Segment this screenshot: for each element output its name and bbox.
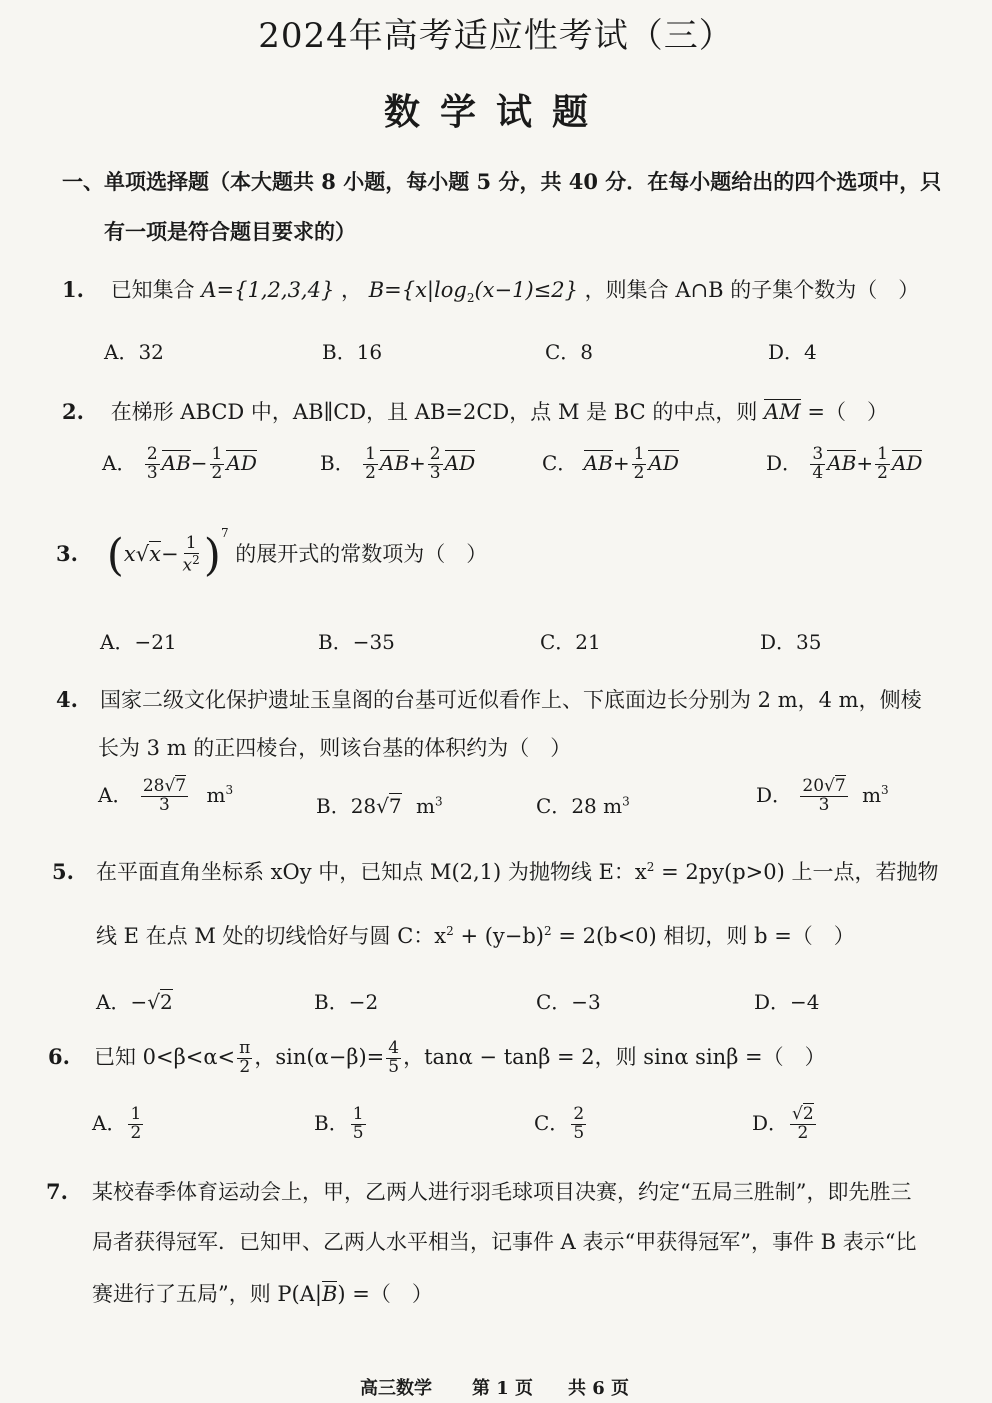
value: 28 [571, 794, 597, 818]
q2-option-b [320, 446, 475, 483]
fraction: $\frac{√2}{2}$ [792, 1104, 814, 1143]
question-text: = 2(b<0) 相切，则 b =（ ） [551, 924, 855, 948]
question-text-post: =（ ） [800, 400, 888, 424]
question-text: 在梯形 ABCD 中，AB∥CD，且 AB=2CD，点 M 是 BC 的中点，则 [110, 400, 758, 424]
unit: m [416, 794, 435, 818]
question-2 [62, 396, 888, 426]
question-text: 在平面直角坐标系 xOy 中，已知点 M(2,1) 为抛物线 E：x [96, 860, 647, 884]
unit: m [603, 794, 623, 818]
sign: + [856, 450, 874, 475]
option-label: D． [752, 1110, 789, 1135]
radicand: 2 [159, 990, 173, 1014]
set-b-tail: (x−1)≤2} [474, 278, 578, 302]
q2-option-c [542, 446, 679, 483]
question-3: 3. (x√x− $\frac{1}{x^2}$ )$^7$ 的展开式的常数项为（ ） [56, 526, 488, 581]
sign: + [409, 450, 426, 475]
option-label: B． [314, 1110, 349, 1135]
q5-option-a: A．−√2 [96, 990, 173, 1014]
vector-ab: AB [583, 450, 613, 475]
expr-x: x [123, 542, 136, 566]
option-label: D． [756, 782, 793, 807]
question-number: 6. [48, 1043, 70, 1069]
question-5-line1: 5. 在平面直角坐标系 xOy 中，已知点 M(2,1) 为抛物线 E：$x^2 = 2py(p>0)$ 上一点，若抛物 [52, 859, 939, 884]
option-label: A． [102, 450, 137, 475]
question-4-line2: 长为 3 m 的正四棱台，则该台基的体积约为（ ） [98, 736, 572, 760]
question-text: ) =（ ） [337, 1282, 433, 1306]
fraction: $\frac{1}{5}$ [352, 1104, 364, 1143]
question-7-line2: 局者获得冠军．已知甲、乙两人水平相当，记事件 A 表示“甲获得冠军”，事件 B 表示“比 [92, 1230, 917, 1254]
question-text: 已知集合 [110, 278, 195, 302]
question-5-line2: 线 E 在点 M 处的切线恰好与圆 C：$x^2 + (y-b)^2 = 2(b<0)$ 相切，则 b =（ ） [96, 924, 855, 948]
q5-option-c: C．−3 [536, 990, 601, 1014]
question-text-post: ，则集合 A∩B 的子集个数为（ ） [584, 278, 920, 302]
volume-fraction: $\frac{20√7}{3}$ [802, 776, 846, 815]
exponent: 7 [220, 526, 229, 540]
vector-ad: AD [891, 450, 923, 475]
question-number: 4. [56, 687, 78, 712]
question-text: 赛进行了五局”，则 P(A| [92, 1282, 322, 1306]
q6-option-a [92, 1106, 145, 1143]
question-text: 国家二级文化保护遗址玉皇阁的台基可近似看作上、下底面边长分别为 2 m，4 m，侧棱 [100, 688, 922, 712]
q1-option-a: A．32 [104, 340, 164, 364]
fraction: $\frac{1}{2}$ [130, 1104, 142, 1143]
question-number: 1. [62, 277, 84, 302]
q3-option-a: A．−21 [100, 630, 177, 654]
footer-total: 共 6 页 [568, 1378, 630, 1399]
four-fifths: $\frac{4}{5}$ [388, 1038, 400, 1077]
expr-root: x [149, 542, 161, 566]
q3-option-b: B．−35 [318, 630, 395, 654]
subject-title: 数学试题 [383, 91, 608, 133]
question-number: 5. [52, 859, 74, 884]
coefficient: $\frac{1}{2}$ [877, 444, 888, 483]
q1-option-d: D．4 [768, 340, 817, 364]
coefficient: $\frac{2}{3}$ [146, 444, 158, 483]
option-label: A． [96, 990, 131, 1014]
question-text: 某校春季体育运动会上，甲，乙两人进行羽毛球项目决赛，约定“五局三胜制”，即先胜三 [92, 1180, 912, 1204]
volume-fraction: $\frac{28√7}{3}$ [142, 776, 187, 815]
q4-option-a: A． $\frac{28√7}{3}$ $m^3$ [98, 776, 234, 815]
coefficient: $\frac{1}{2}$ [211, 444, 223, 483]
footer-page: 第 1 页 [472, 1378, 534, 1399]
coefficient: $\frac{3}{4}$ [812, 444, 824, 483]
unit: m [862, 782, 882, 807]
option-label: C． [542, 450, 578, 475]
coefficient: $\frac{1}{2}$ [365, 444, 376, 483]
option-label: D． [766, 450, 803, 475]
q1-option-b: B．16 [322, 340, 383, 364]
q2-option-d [766, 446, 922, 483]
exam-title: 2024年高考适应性考试（三） [258, 16, 734, 56]
right-paren: ) [203, 530, 221, 581]
section-heading-line2: 有一项是符合题目要求的） [104, 219, 356, 244]
vector-ab: AB [827, 450, 857, 475]
left-paren: ( [106, 530, 124, 581]
q2-option-a [102, 446, 257, 483]
unit: m [206, 782, 226, 807]
question-text: 已知 0<β<α< [94, 1044, 236, 1069]
question-7-line1 [46, 1176, 911, 1206]
vector-ad: AD [444, 450, 476, 475]
section-heading-line1: 一、单项选择题（本大题共 8 小题，每小题 5 分，共 40 分．在每小题给出的四个选项中，只 [62, 169, 942, 194]
q3-option-d: D．35 [760, 630, 822, 654]
pi-over-two: $\frac{\pi}{2}$ [239, 1038, 251, 1077]
question-1 [62, 274, 919, 305]
sign: − [130, 990, 148, 1014]
log-base: 2 [466, 291, 475, 306]
expr-fraction: $\frac{1}{x^2}$ [182, 533, 200, 576]
sign: − [160, 542, 179, 566]
coefficient: $\frac{1}{2}$ [633, 444, 645, 483]
option-label: B． [320, 450, 355, 475]
footer-subject: 高三数学 [360, 1378, 432, 1399]
question-7-line3 [92, 1278, 433, 1308]
q4-option-d: D． $\frac{20√7}{3}$ $m^3$ [756, 776, 889, 815]
complement-b: B [321, 1282, 338, 1306]
question-number: 3. [56, 541, 78, 566]
q3-option-c: C．21 [540, 630, 601, 654]
fraction: $\frac{2}{5}$ [573, 1104, 585, 1143]
option-label: C． [536, 794, 572, 818]
sign: − [190, 450, 208, 475]
question-text: + (y−b) [453, 924, 544, 948]
radicand: 7 [388, 794, 402, 818]
option-label: C． [534, 1110, 570, 1135]
sign: + [612, 450, 630, 475]
q6-option-d [752, 1106, 818, 1143]
q4-option-b: B．28√7 $m^3$ [316, 794, 443, 818]
q4-option-c: C．28 $m^3$ [536, 794, 630, 818]
option-label: A． [98, 782, 133, 807]
question-text: ，sin(α−β)= [254, 1044, 385, 1069]
question-text: 的展开式的常数项为（ ） [235, 542, 488, 566]
q6-option-c [534, 1106, 588, 1143]
option-label: B． [316, 794, 351, 818]
coefficient: 28 [350, 794, 377, 818]
q6-option-b [314, 1106, 368, 1143]
question-number: 2. [62, 399, 84, 424]
question-text: ，tanα − tanβ = 2，则 sinα sinβ =（ ） [403, 1044, 826, 1069]
vector-am: AM [764, 400, 801, 424]
separator: ， [341, 278, 363, 302]
option-label: A． [92, 1110, 127, 1135]
vector-ad: AD [226, 450, 257, 475]
vector-ab: AB [161, 450, 191, 475]
vector-ab: AB [379, 450, 410, 475]
question-number: 7. [46, 1179, 68, 1204]
q5-option-b: B．−2 [314, 990, 379, 1014]
q1-option-c: C．8 [545, 340, 594, 364]
question-text: 线 E 在点 M 处的切线恰好与圆 C：x [96, 924, 447, 948]
coefficient: $\frac{2}{3}$ [429, 444, 441, 483]
question-text: = 2py(p>0) 上一点，若抛物 [654, 860, 939, 884]
question-6 [48, 1040, 826, 1077]
vector-ad: AD [648, 450, 679, 475]
set-b: B={x|log [368, 278, 467, 302]
set-a: A={1,2,3,4} [201, 278, 335, 302]
question-4-line1 [56, 684, 922, 714]
q5-option-d: D．−4 [754, 990, 820, 1014]
